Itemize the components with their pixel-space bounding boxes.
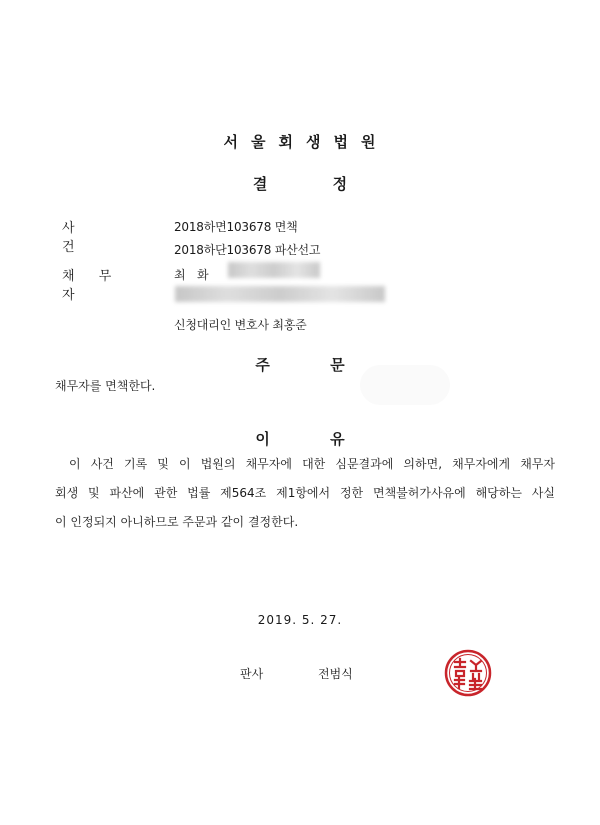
case-label-text: 사 건 <box>62 221 113 255</box>
court-name: 서울회생법원 <box>223 133 389 151</box>
judge-name: 전범식 <box>318 667 353 681</box>
reason-title: 이 유 <box>255 430 345 448</box>
debtor-representative: 신청대리인 변호사 최홍준 <box>174 318 307 332</box>
judge-title: 판사 <box>240 667 264 681</box>
order-title: 주 문 <box>255 356 345 374</box>
case-label <box>62 217 132 255</box>
document-type: 결 정 <box>252 175 348 193</box>
debtor-name <box>174 266 208 283</box>
redacted-address-blur <box>175 286 385 302</box>
reason-line-2: 회생 및 파산에 관한 법률 제564조 제1항에서 정한 면책불허가사유에 해당하는 사실 <box>55 486 555 500</box>
decision-date: 2019. 5. 27. <box>257 613 343 627</box>
reason-paragraph <box>55 450 555 537</box>
judge-seal-icon <box>443 648 493 698</box>
debtor-label <box>62 265 132 303</box>
order-text-line: 채무자를 면책한다. <box>55 379 156 393</box>
case-number-2: 2018하단103678 파산선고 <box>174 243 321 257</box>
debtor-label-text: 채 무 자 <box>62 269 122 303</box>
redacted-name-blur <box>228 262 320 278</box>
order-text <box>55 372 555 401</box>
debtor-name-text: 최 화 <box>174 268 209 282</box>
reason-line-3: 이 인정되지 아니하므로 주문과 같이 결정한다. <box>55 515 299 529</box>
reason-line-1: 이 사건 기록 및 이 법원의 채무자에 대한 심문결과에 의하면, 채무자에게 채무자 <box>69 457 555 471</box>
case-number-1: 2018하면103678 면책 <box>174 220 298 234</box>
